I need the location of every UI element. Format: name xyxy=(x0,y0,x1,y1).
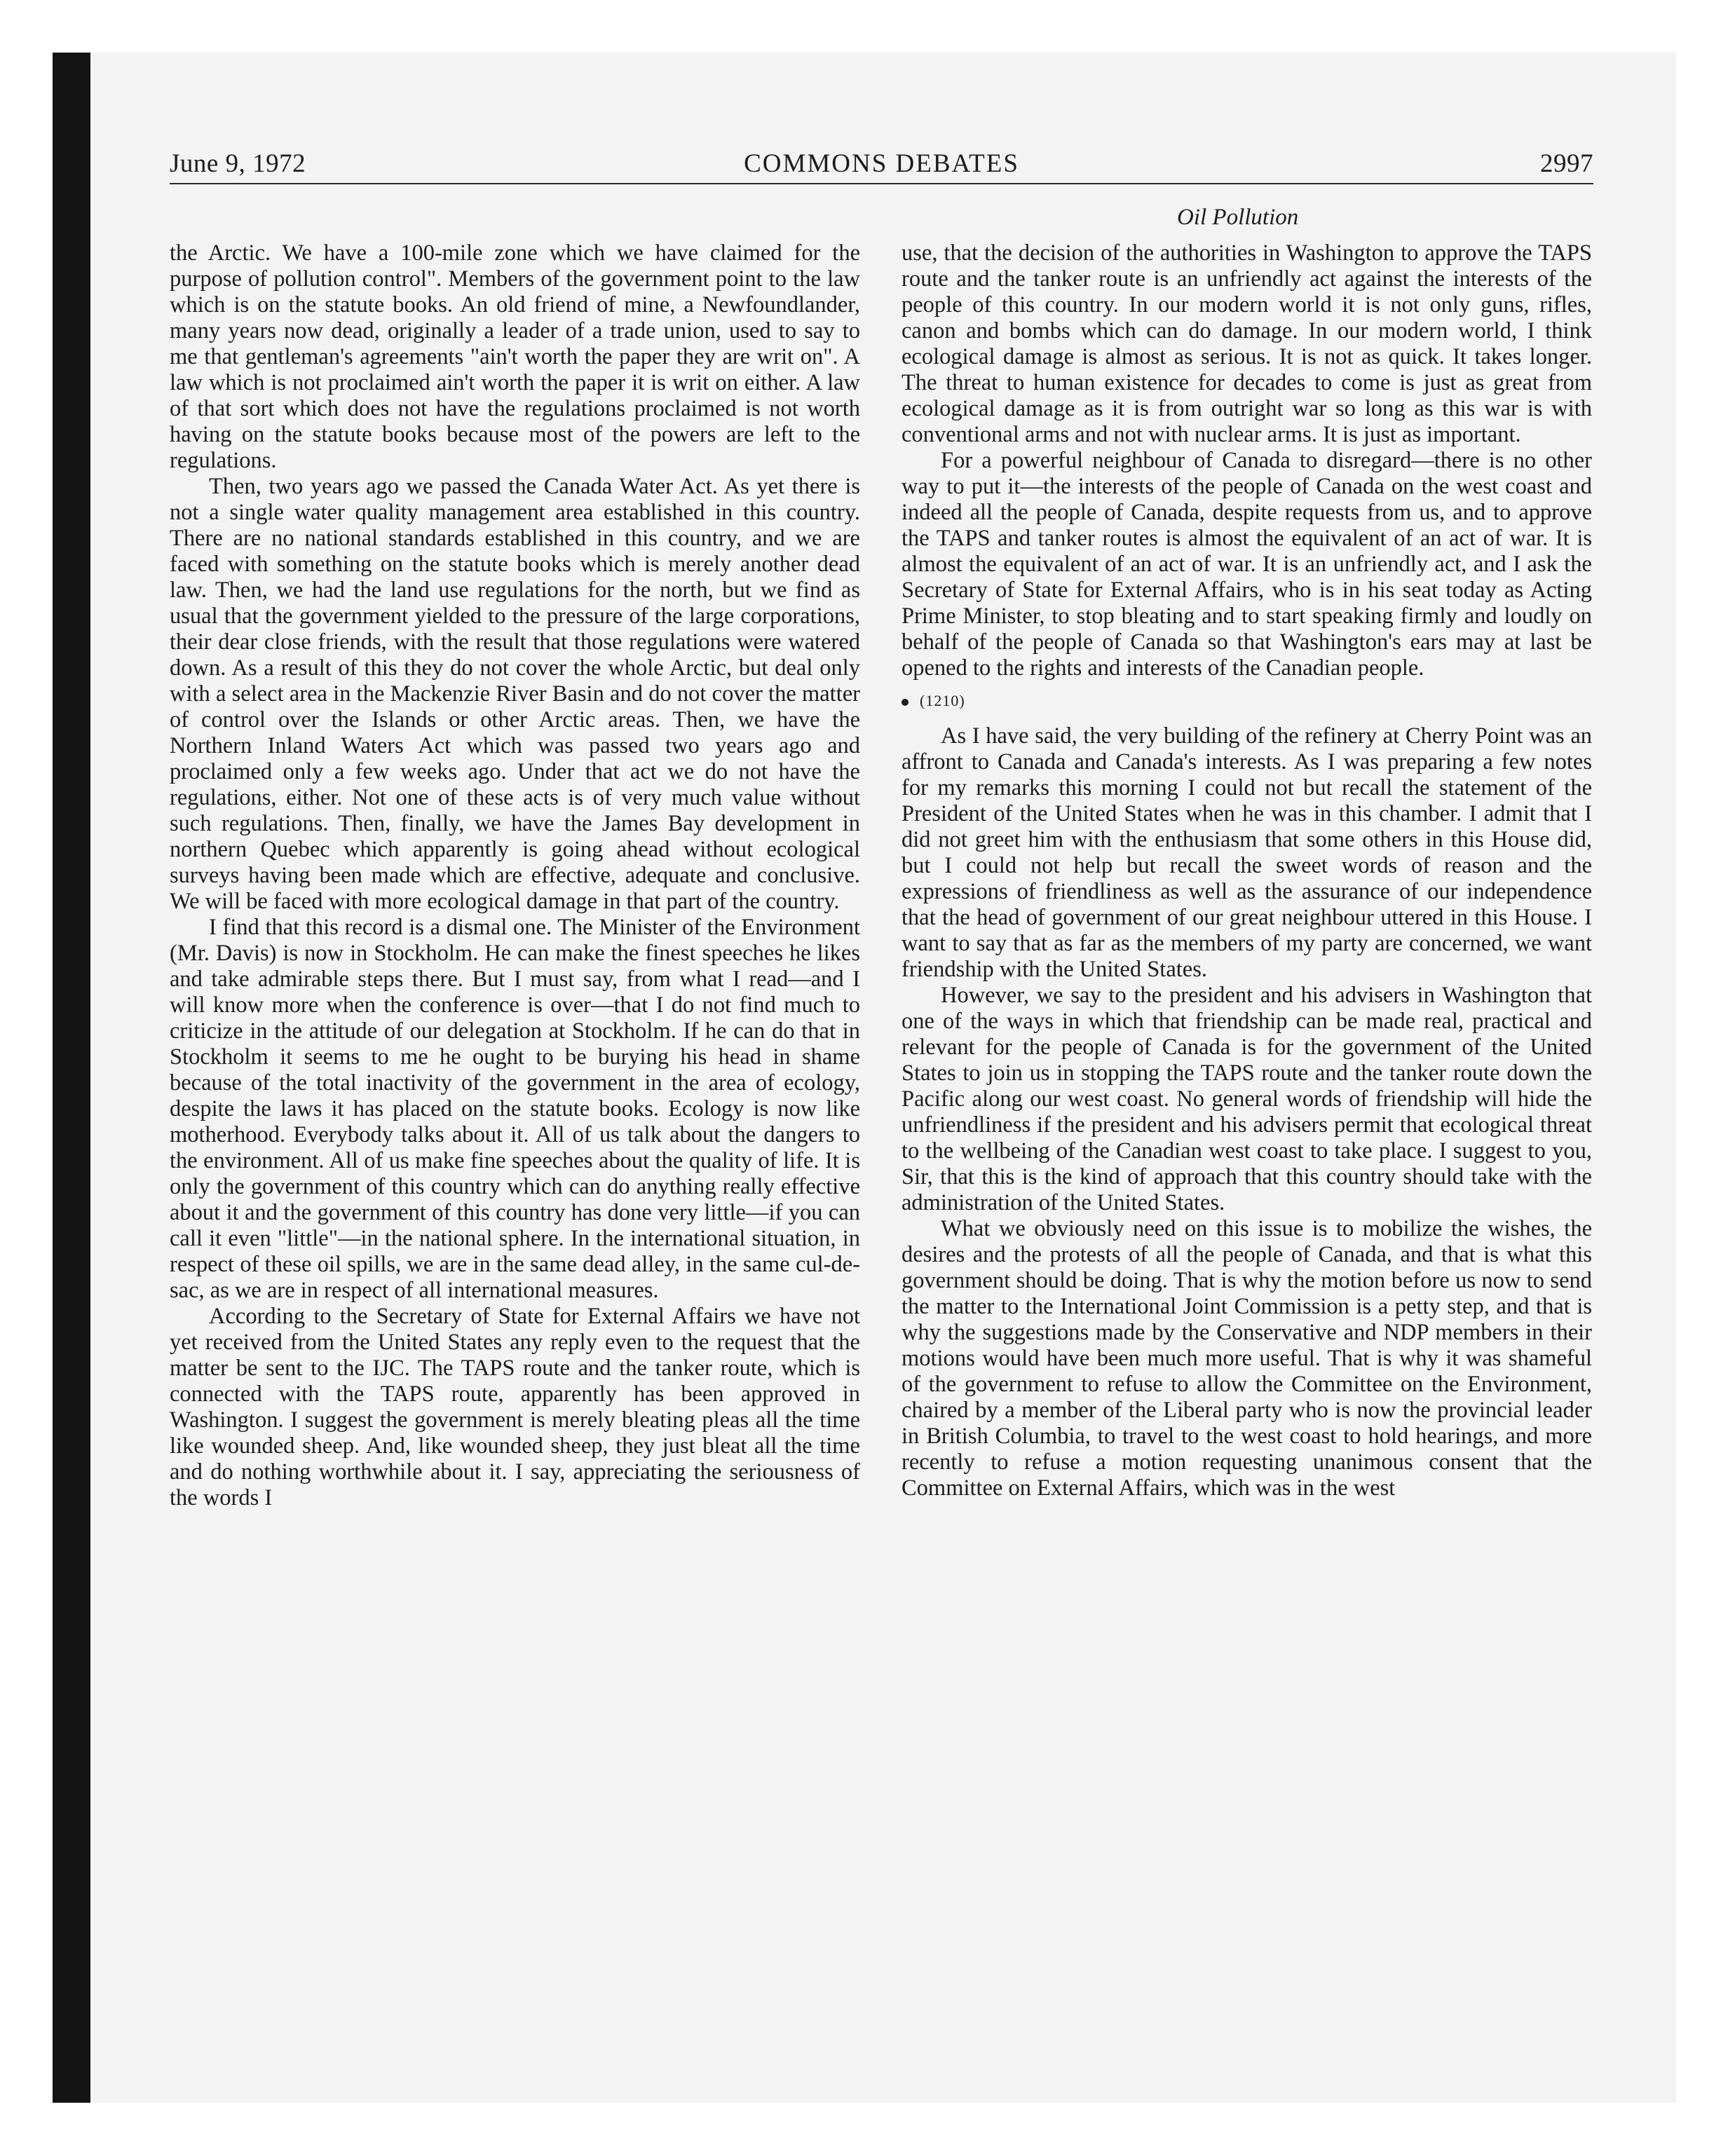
paragraph: I find that this record is a dismal one. The Minister of the Environment (Mr. Davis) is now in Stockholm. He can make the finest speeches he likes and take admirable steps there. But I must say, from what I read—and I will know more when the conference is over—that I do not find much to criticize in the attitude of our delegation at Stockholm. If he can do that in Stockholm it seems to me he ought to be burying his head in shame because of the total inactivity of the government in the area of ecology, despite the laws it has placed on the statute books. Ecology is now like motherhood. Everybody talks about it. All of us talk about the dangers to the environment. All of us make fine speeches about the quality of life. It is only the government of this country which can do anything really effective about it and the government of this country has done very little—if you can call it even "little"—in the national sphere. In the international situation, in respect of these oil spills, we are in the same dead alley, in the same cul-de-sac, as we are in respect of all international measures. xyxy=(170,915,860,1303)
time-marker-text: (1210) xyxy=(920,692,965,709)
page-sheet xyxy=(90,53,1676,2103)
header-page-number: 2997 xyxy=(1540,149,1593,178)
left-column xyxy=(170,240,860,1511)
header-title: COMMONS DEBATES xyxy=(744,149,1019,178)
paragraph: However, we say to the president and his advisers in Washington that one of the ways in which that friendship can be made real, practical and relevant for the people of Canada is for the government of the United States to join us in stopping the TAPS route and the tanker route down the Pacific along our west coast. No general words of friendship will hide the unfriendliness if the president and his advisers permit that ecological threat to the wellbeing of the Canadian west coast to take place. I suggest to you, Sir, that this is the kind of approach that this country should take with the administration of the United States. xyxy=(901,983,1592,1215)
paragraph: Then, two years ago we passed the Canada Water Act. As yet there is not a single water quality management area established in this country. There are no national standards established in this country, and we are faced with something on the statute books which is merely another dead law. Then, we had the land use regulations for the north, but we find as usual that the government yielded to the pressure of the large corporations, their dear close friends, with the result that those regulations were watered down. As a result of this they do not cover the whole Arctic, but deal only with a select area in the Mackenzie River Basin and do not cover the matter of control over the Islands or other Arctic areas. Then, we have the Northern Inland Waters Act which was passed two years ago and proclaimed only a few weeks ago. Under that act we do not have the regulations, either. Not one of these acts is of very much value without such regulations. Then, finally, we have the James Bay development in northern Quebec which apparently is going ahead without ecological surveys having been made which are effective, adequate and conclusive. We will be faced with more ecological damage in that part of the country. xyxy=(170,474,860,914)
header-date: June 9, 1972 xyxy=(170,149,306,178)
paragraph: According to the Secretary of State for External Affairs we have not yet received from the United States any reply even to the request that the matter be sent to the IJC. The TAPS route and the tanker route, which is connected with the TAPS route, apparently has been approved in Washington. I suggest the government is merely bleating pleas all the time like wounded sheep. And, like wounded sheep, they just bleat all the time and do nothing worthwhile about it. I say, appreciating the seriousness of the words I xyxy=(170,1304,860,1510)
time-marker xyxy=(901,688,1592,714)
paragraph: As I have said, the very building of the refinery at Cherry Point was an affront to Canada and Canada's interests. As I was preparing a few notes for my remarks this morning I could not but recall the statement of the President of the United States when he was in this chamber. I admit that I did not greet him with the enthusiasm that some others in this House did, but I could not help but recall the sweet words of reason and the expressions of friendliness as well as the assurance of our independence that the head of government of our great neighbour uttered in this House. I want to say that as far as the members of my party are concerned, we want friendship with the United States. xyxy=(901,723,1592,982)
scan-edge xyxy=(53,53,90,2103)
bullet-icon xyxy=(901,699,909,706)
header-rule xyxy=(170,183,1593,184)
right-column xyxy=(901,240,1592,1501)
paragraph: For a powerful neighbour of Canada to disregard—there is no other way to put it—the interests of the people of Canada on the west coast and indeed all the people of Canada, despite requests from us, and to approve the TAPS and tanker routes is almost the equivalent of an act of war. It is almost the equivalent of an act of war. It is an unfriendly act, and I ask the Secretary of State for External Affairs, who is in his seat today as Acting Prime Minister, to stop bleating and to start speaking firmly and loudly on behalf of the people of Canada so that Washington's ears may at last be opened to the rights and interests of the Canadian people. xyxy=(901,448,1592,681)
paragraph: the Arctic. We have a 100-mile zone which we have claimed for the purpose of pollution control". Members of the government point to the law which is on the statute books. An old friend of mine, a Newfoundlander, many years now dead, originally a leader of a trade union, used to say to me that gentleman's agreements "ain't worth the paper they are writ on". A law which is not proclaimed ain't worth the paper it is writ on either. A law of that sort which does not have the regulations proclaimed is not worth having on the statute books because most of the powers are left to the regulations. xyxy=(170,240,860,473)
paragraph: What we obviously need on this issue is to mobilize the wishes, the desires and the protests of all the people of Canada, and that is what this government should be doing. That is why the motion before us now to send the matter to the International Joint Commission is a petty step, and that is why the suggestions made by the Conservative and NDP members in their motions would have been much more useful. That is why it was shameful of the government to refuse to allow the Committee on the Environment, chaired by a member of the Liberal party who is now the provincial leader in British Columbia, to travel to the west coast to hold hearings, and more recently to refuse a motion requesting unanimous consent that the Committee on External Affairs, which was in the west xyxy=(901,1216,1592,1501)
page-header xyxy=(170,148,1593,180)
topic-heading: Oil Pollution xyxy=(1177,205,1299,230)
paragraph: use, that the decision of the authorities in Washington to approve the TAPS route and the tanker route is an unfriendly act against the interests of the people of this country. In our modern world it is not only guns, rifles, canon and bombs which can do damage. In our modern world, I think ecological damage is almost as serious. It is not as quick. It takes longer. The threat to human existence for decades to come is just as great from ecological damage as it is from outright war so long as this war is with conventional arms and not with nuclear arms. It is just as important. xyxy=(901,240,1592,447)
